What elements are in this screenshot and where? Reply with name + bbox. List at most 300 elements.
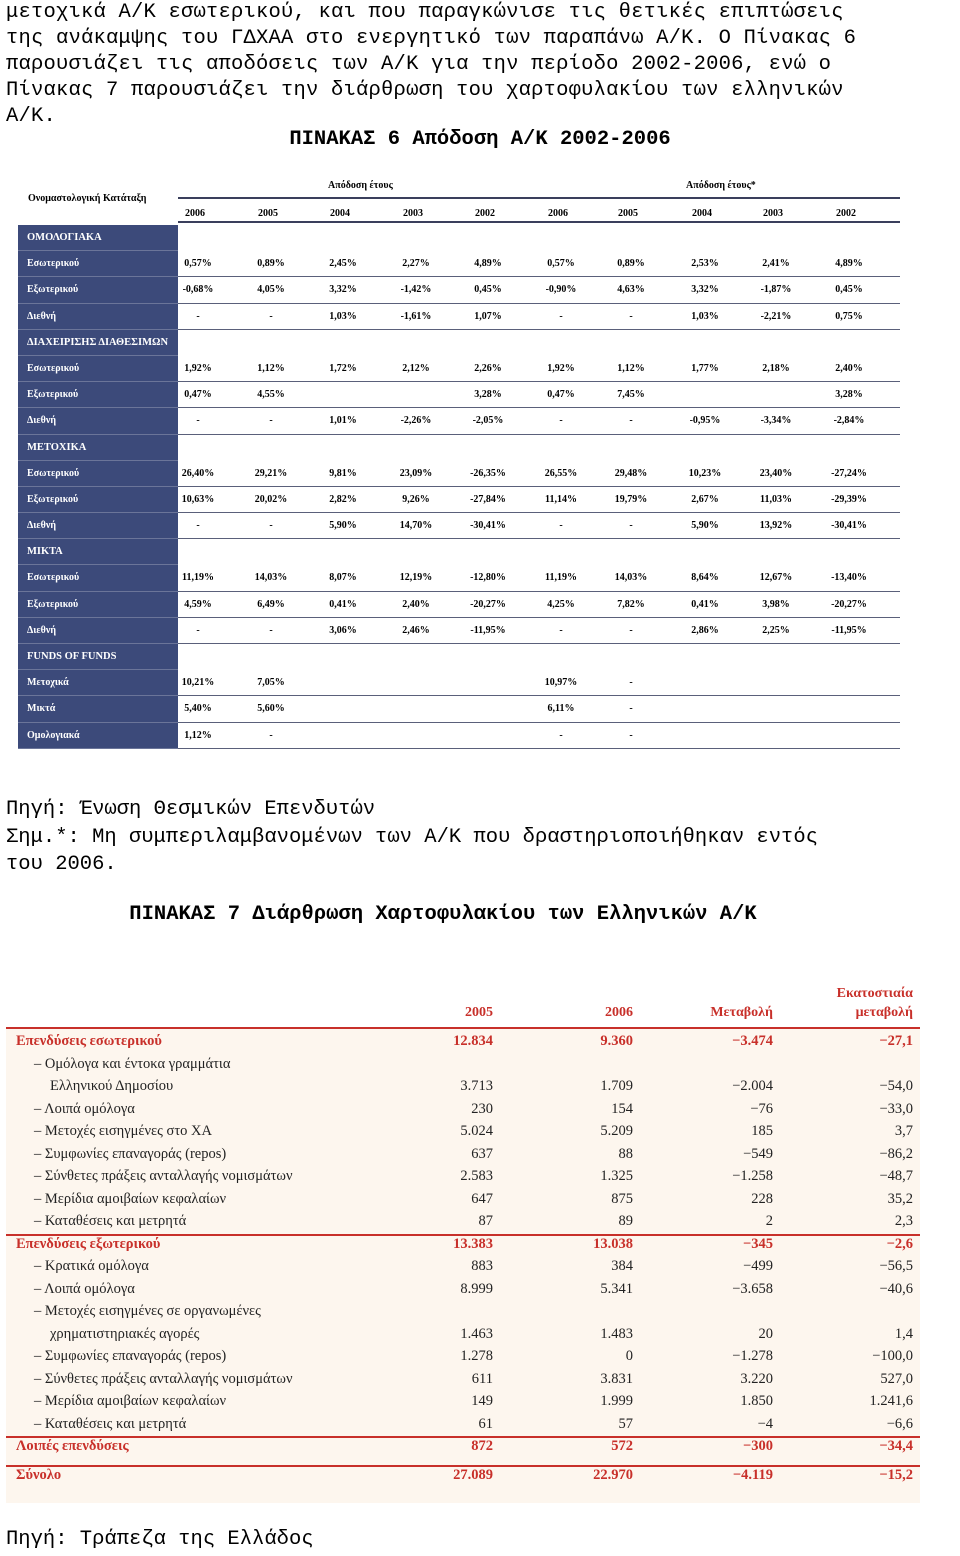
table6-cell: 26,40% bbox=[181, 467, 215, 479]
row-label: – Σύνθετες πράξεις ανταλλαγής νομισμάτων bbox=[34, 1370, 293, 1387]
table6-cell: - bbox=[269, 310, 273, 322]
table6-cell: 3,98% bbox=[762, 598, 790, 610]
table6-section-row bbox=[18, 539, 900, 565]
table7-cell: −76 bbox=[750, 1100, 773, 1117]
table6-cell: - bbox=[559, 520, 563, 532]
row-label: Εσωτερικού bbox=[18, 565, 178, 591]
table6-cell: 4,05% bbox=[257, 284, 285, 296]
row-label: Μικτά bbox=[18, 696, 178, 722]
table6-row bbox=[18, 618, 900, 644]
row-label: Εσωτερικού bbox=[18, 461, 178, 487]
table7-cell: 2.583 bbox=[460, 1168, 493, 1184]
table7-cell: 647 bbox=[471, 1190, 493, 1207]
table6-cell: 1,01% bbox=[329, 415, 357, 427]
table7-cell: −3.658 bbox=[732, 1280, 773, 1297]
row-label: ΜΕΤΟΧΙΚΑ bbox=[18, 435, 178, 461]
table6-cell: 2,45% bbox=[329, 258, 357, 270]
table6-cell: 1,12% bbox=[257, 362, 285, 374]
table6-row bbox=[18, 670, 900, 696]
table7-cell: 61 bbox=[478, 1415, 493, 1432]
group-header-annual: Απόδοση έτους bbox=[328, 180, 393, 191]
table6-cell: 2,67% bbox=[691, 493, 719, 505]
table7-cell: 12.834 bbox=[453, 1033, 493, 1049]
table6-cell: 10,63% bbox=[181, 493, 215, 505]
table6-cell: - bbox=[269, 729, 273, 741]
table7-cell: −345 bbox=[742, 1235, 773, 1252]
row-label: Επενδύσεις εξωτερικού bbox=[16, 1235, 161, 1252]
table7-section-row bbox=[6, 1438, 920, 1460]
table6-cell: -1,42% bbox=[400, 284, 432, 296]
table6-cell: 7,82% bbox=[617, 598, 645, 610]
table6-row bbox=[18, 487, 900, 513]
table6-cell: 0,45% bbox=[835, 284, 863, 296]
table7-cell: 572 bbox=[611, 1438, 633, 1454]
header-divider bbox=[178, 221, 900, 223]
table7-cell: 1.850 bbox=[740, 1393, 773, 1409]
table6-cell: - bbox=[629, 520, 633, 532]
row-label: Διεθνή bbox=[18, 408, 178, 434]
intro-line: της ανάκαμψης του ΓΔΧΑΑ στο ενεργητικό των παραπάνω Α/Κ. Ο Πίνακας 6 bbox=[6, 27, 857, 50]
row-label: FUNDS OF FUNDS bbox=[18, 644, 178, 670]
table7-cell: −4 bbox=[757, 1415, 773, 1432]
row-label: – Σύνθετες πράξεις ανταλλαγής νομισμάτων bbox=[34, 1168, 293, 1184]
table7-section-row bbox=[6, 1236, 920, 1258]
table6-cell: -20,27% bbox=[470, 598, 506, 610]
row-label: Εξωτερικού bbox=[18, 382, 178, 408]
year-header: 2005 bbox=[258, 208, 278, 219]
table6-row bbox=[18, 696, 900, 722]
table7-cell: 2 bbox=[765, 1213, 773, 1229]
table6-cell: 2,26% bbox=[474, 362, 502, 374]
table6-cell: 1,03% bbox=[329, 310, 357, 322]
table6-cell: - bbox=[196, 310, 200, 322]
table7-cell: −27,1 bbox=[879, 1033, 913, 1049]
table6-cell: 0,41% bbox=[329, 598, 357, 610]
table6-cell: - bbox=[629, 729, 633, 741]
table7-row bbox=[6, 1056, 920, 1078]
table7-cell: 20 bbox=[758, 1325, 773, 1342]
table7-row bbox=[6, 1078, 920, 1100]
table7-row bbox=[6, 1303, 920, 1325]
table6-cell: 2,53% bbox=[691, 258, 719, 270]
intro-line: μετοχικά Α/Κ εσωτερικού, και που παραγκώνισε τις θετικές επιπτώσεις bbox=[6, 1, 844, 24]
table6-cell: -2,26% bbox=[400, 415, 432, 427]
table7-row bbox=[6, 1191, 920, 1213]
table7-cell: −100,0 bbox=[872, 1348, 913, 1364]
source-note: Πηγή: Τράπεζα της Ελλάδος bbox=[6, 1528, 314, 1551]
table6-cell: 14,03% bbox=[614, 572, 648, 584]
table7-cell: 22.970 bbox=[593, 1466, 633, 1483]
table7-cell: 9.360 bbox=[600, 1033, 633, 1049]
table6-cell: 6,49% bbox=[257, 598, 285, 610]
table7-cell: 228 bbox=[751, 1190, 773, 1207]
row-label: χρηματιστηριακές αγορές bbox=[50, 1325, 200, 1342]
row-label: – Συμφωνίες επαναγοράς (repos) bbox=[34, 1348, 227, 1364]
table7-cell: −54,0 bbox=[879, 1078, 913, 1094]
table7-cell: 3.220 bbox=[740, 1370, 773, 1387]
table7-cell: 637 bbox=[471, 1145, 493, 1162]
table7-cell: 527,0 bbox=[880, 1370, 913, 1387]
table6-cell: 14,70% bbox=[399, 520, 433, 532]
table6-cell: 0,47% bbox=[184, 389, 212, 401]
row-label: ΟΜΟΛΟΓΙΑΚΑ bbox=[18, 225, 178, 251]
table6-cell: 1,03% bbox=[691, 310, 719, 322]
table6-cell: -0,90% bbox=[545, 284, 577, 296]
table6-cell: 1,72% bbox=[329, 362, 357, 374]
intro-paragraph bbox=[6, 0, 958, 130]
table6-cell: 14,03% bbox=[254, 572, 288, 584]
table7-cell: 35,2 bbox=[887, 1190, 913, 1207]
table6-cell: 4,63% bbox=[617, 284, 645, 296]
table7-section-row bbox=[6, 1033, 920, 1055]
row-label: Εξωτερικού bbox=[18, 592, 178, 618]
table7-cell: 3.713 bbox=[460, 1078, 493, 1094]
table7-cell: 87 bbox=[478, 1213, 493, 1229]
table6-cell: -13,40% bbox=[831, 572, 867, 584]
table6-cell: 0,57% bbox=[547, 258, 575, 270]
table7-title: ΠΙΝΑΚΑΣ 7 Διάρθρωση Χαρτοφυλακίου των Ελληνικών Α/Κ bbox=[129, 903, 757, 926]
table6-cell: 1,92% bbox=[547, 362, 575, 374]
table6-cell: 29,48% bbox=[614, 467, 648, 479]
table7-cell: 883 bbox=[471, 1258, 493, 1274]
table6-cell: 8,64% bbox=[691, 572, 719, 584]
table6-cell: 2,41% bbox=[762, 258, 790, 270]
table7-cell: 611 bbox=[471, 1370, 493, 1387]
table6-cell: 5,60% bbox=[257, 703, 285, 715]
table7-cell: 185 bbox=[751, 1123, 773, 1139]
table6-cell: 2,12% bbox=[402, 362, 430, 374]
table6-cell: -0,95% bbox=[689, 415, 721, 427]
table6-cell: 2,27% bbox=[402, 258, 430, 270]
table6-cell: -29,39% bbox=[831, 493, 867, 505]
row-label: Εξωτερικού bbox=[18, 487, 178, 513]
table6-cell: -11,95% bbox=[831, 624, 867, 636]
table6-cell: 26,55% bbox=[544, 467, 578, 479]
year-header: 2005 bbox=[618, 208, 638, 219]
year-header: 2004 bbox=[330, 208, 350, 219]
table6-cell: 2,40% bbox=[402, 598, 430, 610]
table7-cell: −4.119 bbox=[732, 1466, 773, 1483]
table7-row bbox=[6, 1281, 920, 1303]
table7-row bbox=[6, 1371, 920, 1393]
row-label: Μετοχικά bbox=[18, 670, 178, 696]
row-label: Εσωτερικού bbox=[18, 356, 178, 382]
table7-cell: −1.278 bbox=[732, 1348, 773, 1364]
row-label: – Λοιπά ομόλογα bbox=[34, 1280, 135, 1297]
table7-cell: 57 bbox=[618, 1415, 633, 1432]
table7-row bbox=[6, 1326, 920, 1348]
table6-cell: -1,61% bbox=[400, 310, 432, 322]
table7-cell: −34,4 bbox=[879, 1438, 913, 1454]
table6-cell: - bbox=[196, 624, 200, 636]
table6-body bbox=[18, 225, 900, 749]
table7-row bbox=[6, 1416, 920, 1438]
table6-title: ΠΙΝΑΚΑΣ 6 Απόδοση Α/Κ 2002-2006 bbox=[289, 128, 671, 151]
footnote-line: Σημ.*: Μη συμπεριλαμβανομένων των Α/Κ που δραστηριοποιήθηκαν εντός bbox=[6, 826, 818, 849]
table7-cell: 1.709 bbox=[600, 1078, 633, 1094]
intro-line: παρουσιάζει τις αποδόσεις των Α/Κ για την περίοδο 2002-2006, ενώ ο bbox=[6, 53, 832, 76]
table6-cell: - bbox=[559, 624, 563, 636]
year-header: 2006 bbox=[548, 208, 568, 219]
table6-cell: -2,84% bbox=[833, 415, 865, 427]
table6-cell: - bbox=[269, 415, 273, 427]
table6-cell: -30,41% bbox=[470, 520, 506, 532]
year-header: 2003 bbox=[403, 208, 423, 219]
table7-row bbox=[6, 1123, 920, 1145]
table6-cell: 3,06% bbox=[329, 624, 357, 636]
table6-row bbox=[18, 408, 900, 434]
table6-cell: - bbox=[269, 520, 273, 532]
row-label: Εσωτερικού bbox=[18, 251, 178, 277]
table6-section-row bbox=[18, 644, 900, 670]
table6-cell: 0,57% bbox=[184, 258, 212, 270]
table6-cell: - bbox=[269, 624, 273, 636]
table7-cell: 5.341 bbox=[600, 1280, 633, 1297]
table7-cell: 3.831 bbox=[600, 1370, 633, 1387]
row-label: – Καταθέσεις και μετρητά bbox=[34, 1213, 187, 1229]
table6-cell: 10,97% bbox=[544, 677, 578, 689]
table6 bbox=[18, 175, 900, 749]
table6-cell: 5,40% bbox=[184, 703, 212, 715]
table7-cell: 1.241,6 bbox=[869, 1393, 913, 1409]
row-label: ΜΙΚΤΑ bbox=[18, 539, 178, 565]
table7 bbox=[6, 985, 920, 1503]
table6-cell: 3,32% bbox=[691, 284, 719, 296]
row-label: – Ομόλογα και έντοκα γραμμάτια bbox=[34, 1055, 231, 1072]
row-label: Ομολογιακά bbox=[18, 723, 178, 749]
year-header: 2004 bbox=[692, 208, 712, 219]
table7-cell: 1.278 bbox=[460, 1348, 493, 1364]
table7-row bbox=[6, 1146, 920, 1168]
table6-cell: 20,02% bbox=[254, 493, 288, 505]
row-label: – Μετοχές εισηγμένες στο ΧΑ bbox=[34, 1123, 212, 1139]
table6-cell: -26,35% bbox=[470, 467, 506, 479]
table6-cell: 11,19% bbox=[545, 572, 577, 584]
table7-cell: −2,6 bbox=[886, 1235, 913, 1252]
table6-cell: - bbox=[559, 729, 563, 741]
table6-cell: 0,41% bbox=[691, 598, 719, 610]
table6-cell: 1,77% bbox=[691, 362, 719, 374]
group-header-annual-adjusted: Απόδοση έτους* bbox=[686, 180, 756, 191]
table7-cell: −499 bbox=[743, 1258, 773, 1274]
table6-section-row bbox=[18, 435, 900, 461]
table7-row bbox=[6, 1101, 920, 1123]
table6-cell: - bbox=[629, 677, 633, 689]
table7-cell: −33,0 bbox=[879, 1100, 913, 1117]
table6-cell: - bbox=[559, 310, 563, 322]
row-label: Διεθνή bbox=[18, 304, 178, 330]
source-note: Πηγή: Ένωση Θεσμικών Επενδυτών bbox=[6, 798, 376, 821]
table7-cell: 2,3 bbox=[894, 1213, 913, 1229]
table6-cell: 2,18% bbox=[762, 362, 790, 374]
table6-row bbox=[18, 592, 900, 618]
table7-cell: −549 bbox=[743, 1145, 773, 1162]
table6-cell: - bbox=[629, 310, 633, 322]
table6-cell: - bbox=[196, 520, 200, 532]
table7-cell: −3.474 bbox=[732, 1033, 773, 1049]
table6-section-row bbox=[18, 225, 900, 251]
table7-cell: 149 bbox=[471, 1393, 493, 1409]
table6-cell: -2,05% bbox=[472, 415, 504, 427]
row-label: Διεθνή bbox=[18, 618, 178, 644]
table6-cell: 0,47% bbox=[547, 389, 575, 401]
table6-cell: -0,68% bbox=[182, 284, 214, 296]
table6-cell: - bbox=[629, 624, 633, 636]
table7-cell: 5.209 bbox=[600, 1123, 633, 1139]
table6-cell: -11,95% bbox=[470, 624, 506, 636]
table6-cell: 11,14% bbox=[545, 493, 577, 505]
table6-cell: 1,12% bbox=[617, 362, 645, 374]
row-label: Εξωτερικού bbox=[18, 277, 178, 303]
table6-row bbox=[18, 565, 900, 591]
intro-line: Α/Κ. bbox=[6, 105, 57, 128]
table7-cell: −15,2 bbox=[879, 1466, 913, 1483]
row-label: ΔΙΑΧΕΙΡΙΣΗΣ ΔΙΑΘΕΣΙΜΩΝ bbox=[18, 330, 178, 356]
table6-cell: -20,27% bbox=[831, 598, 867, 610]
table6-cell: -1,87% bbox=[760, 284, 792, 296]
table6-cell: 1,12% bbox=[184, 729, 212, 741]
table7-cell: 89 bbox=[618, 1213, 633, 1229]
table6-cell: 0,89% bbox=[617, 258, 645, 270]
table7-row bbox=[6, 1258, 920, 1280]
row-label: – Μετοχές εισηγμένες σε οργανωμένες bbox=[34, 1303, 261, 1319]
row-label: – Συμφωνίες επαναγοράς (repos) bbox=[34, 1145, 227, 1162]
table7-cell: 13.038 bbox=[593, 1235, 633, 1252]
table7-cell: −40,6 bbox=[879, 1280, 913, 1297]
table6-cell: 2,25% bbox=[762, 624, 790, 636]
table6-cell: 23,40% bbox=[759, 467, 793, 479]
table6-row bbox=[18, 356, 900, 382]
table6-cell: 13,92% bbox=[759, 520, 793, 532]
row-label: – Κρατικά ομόλογα bbox=[34, 1258, 149, 1274]
table6-cell: -30,41% bbox=[831, 520, 867, 532]
table6-section-row bbox=[18, 330, 900, 356]
table6-cell: 8,07% bbox=[329, 572, 357, 584]
header-divider bbox=[178, 197, 900, 199]
table7-header bbox=[6, 985, 920, 1029]
table6-cell: 19,79% bbox=[614, 493, 648, 505]
table7-row bbox=[6, 1168, 920, 1190]
table6-cell: 1,07% bbox=[474, 310, 502, 322]
table6-cell: 11,03% bbox=[760, 493, 792, 505]
table6-cell: -12,80% bbox=[470, 572, 506, 584]
table6-cell: 9,81% bbox=[329, 467, 357, 479]
table6-cell: 0,45% bbox=[474, 284, 502, 296]
header-pct-change-1: Εκατοστιαία bbox=[836, 986, 913, 1001]
header-2006: 2006 bbox=[605, 1005, 633, 1020]
year-header: 2002 bbox=[475, 208, 495, 219]
table6-row bbox=[18, 461, 900, 487]
table7-cell: −86,2 bbox=[879, 1145, 913, 1162]
table6-cell: 10,21% bbox=[181, 677, 215, 689]
table7-cell: 27.089 bbox=[453, 1466, 493, 1483]
footnote-line: του 2006. bbox=[6, 853, 117, 876]
table6-cell: 4,25% bbox=[547, 598, 575, 610]
table6-header bbox=[18, 175, 900, 225]
table7-cell: 8.999 bbox=[460, 1280, 493, 1297]
table6-cell: 10,23% bbox=[688, 467, 722, 479]
table6-row bbox=[18, 304, 900, 330]
table7-cell: 3,7 bbox=[894, 1123, 913, 1139]
table6-cell: 1,92% bbox=[184, 362, 212, 374]
table6-cell: 2,82% bbox=[329, 493, 357, 505]
table7-cell: 875 bbox=[611, 1190, 633, 1207]
header-change: Μεταβολή bbox=[710, 1005, 773, 1020]
row-label: Διεθνή bbox=[18, 513, 178, 539]
table7-cell: 5.024 bbox=[460, 1123, 493, 1139]
table7-cell: 384 bbox=[611, 1258, 633, 1274]
table6-cell: 5,90% bbox=[691, 520, 719, 532]
header-pct-change-2: μεταβολή bbox=[855, 1005, 913, 1020]
table7-row bbox=[6, 1348, 920, 1370]
table6-cell: 2,86% bbox=[691, 624, 719, 636]
table6-cell: 0,75% bbox=[835, 310, 863, 322]
table7-cell: 154 bbox=[611, 1100, 633, 1117]
table7-cell: 88 bbox=[618, 1145, 633, 1162]
table6-cell: 4,55% bbox=[257, 389, 285, 401]
table6-cell: 7,45% bbox=[617, 389, 645, 401]
table6-cell: 5,90% bbox=[329, 520, 357, 532]
table7-row bbox=[6, 1213, 920, 1235]
table6-row bbox=[18, 277, 900, 303]
row-label: – Μερίδια αμοιβαίων κεφαλαίων bbox=[34, 1190, 227, 1207]
table7-cell: −1.258 bbox=[732, 1168, 773, 1184]
footnote bbox=[6, 824, 958, 878]
table6-cell: 4,89% bbox=[835, 258, 863, 270]
table7-section-row bbox=[6, 1467, 920, 1489]
row-label: – Λοιπά ομόλογα bbox=[34, 1100, 135, 1117]
nomenclature-header: Ονομαστολογική Κατάταξη bbox=[28, 193, 147, 204]
table6-row bbox=[18, 723, 900, 749]
table7-cell: −56,5 bbox=[879, 1258, 913, 1274]
table7-cell: 13.383 bbox=[453, 1235, 493, 1252]
table7-cell: 1,4 bbox=[894, 1325, 913, 1342]
row-label: Επενδύσεις εσωτερικού bbox=[16, 1033, 162, 1049]
table6-cell: 3,28% bbox=[474, 389, 502, 401]
table6-cell: 6,11% bbox=[547, 703, 575, 715]
table7-cell: −6,6 bbox=[886, 1415, 913, 1432]
table6-cell: 0,89% bbox=[257, 258, 285, 270]
table6-cell: - bbox=[196, 415, 200, 427]
header-2005: 2005 bbox=[465, 1005, 493, 1020]
table6-cell: -27,24% bbox=[831, 467, 867, 479]
table6-cell: 4,59% bbox=[184, 598, 212, 610]
table6-cell: 23,09% bbox=[399, 467, 433, 479]
table6-cell: 3,28% bbox=[835, 389, 863, 401]
table6-cell: - bbox=[629, 703, 633, 715]
table6-cell: 29,21% bbox=[254, 467, 288, 479]
table6-cell: 2,40% bbox=[835, 362, 863, 374]
row-label: Ελληνικού Δημοσίου bbox=[50, 1078, 174, 1094]
row-label: – Μερίδια αμοιβαίων κεφαλαίων bbox=[34, 1393, 227, 1409]
table7-cell: 0 bbox=[625, 1348, 633, 1364]
table6-cell: 2,46% bbox=[402, 624, 430, 636]
table6-cell: 7,05% bbox=[257, 677, 285, 689]
table7-cell: −2.004 bbox=[732, 1078, 773, 1094]
year-header: 2006 bbox=[185, 208, 205, 219]
table6-cell: 9,26% bbox=[402, 493, 430, 505]
year-header: 2003 bbox=[763, 208, 783, 219]
table7-cell: −48,7 bbox=[879, 1168, 913, 1184]
table7-cell: 230 bbox=[471, 1100, 493, 1117]
table7-cell: 1.325 bbox=[600, 1168, 633, 1184]
row-label: – Καταθέσεις και μετρητά bbox=[34, 1415, 187, 1432]
table6-cell: -27,84% bbox=[470, 493, 506, 505]
table6-cell: 12,67% bbox=[759, 572, 793, 584]
table7-row bbox=[6, 1393, 920, 1415]
table6-row bbox=[18, 251, 900, 277]
table6-row bbox=[18, 382, 900, 408]
